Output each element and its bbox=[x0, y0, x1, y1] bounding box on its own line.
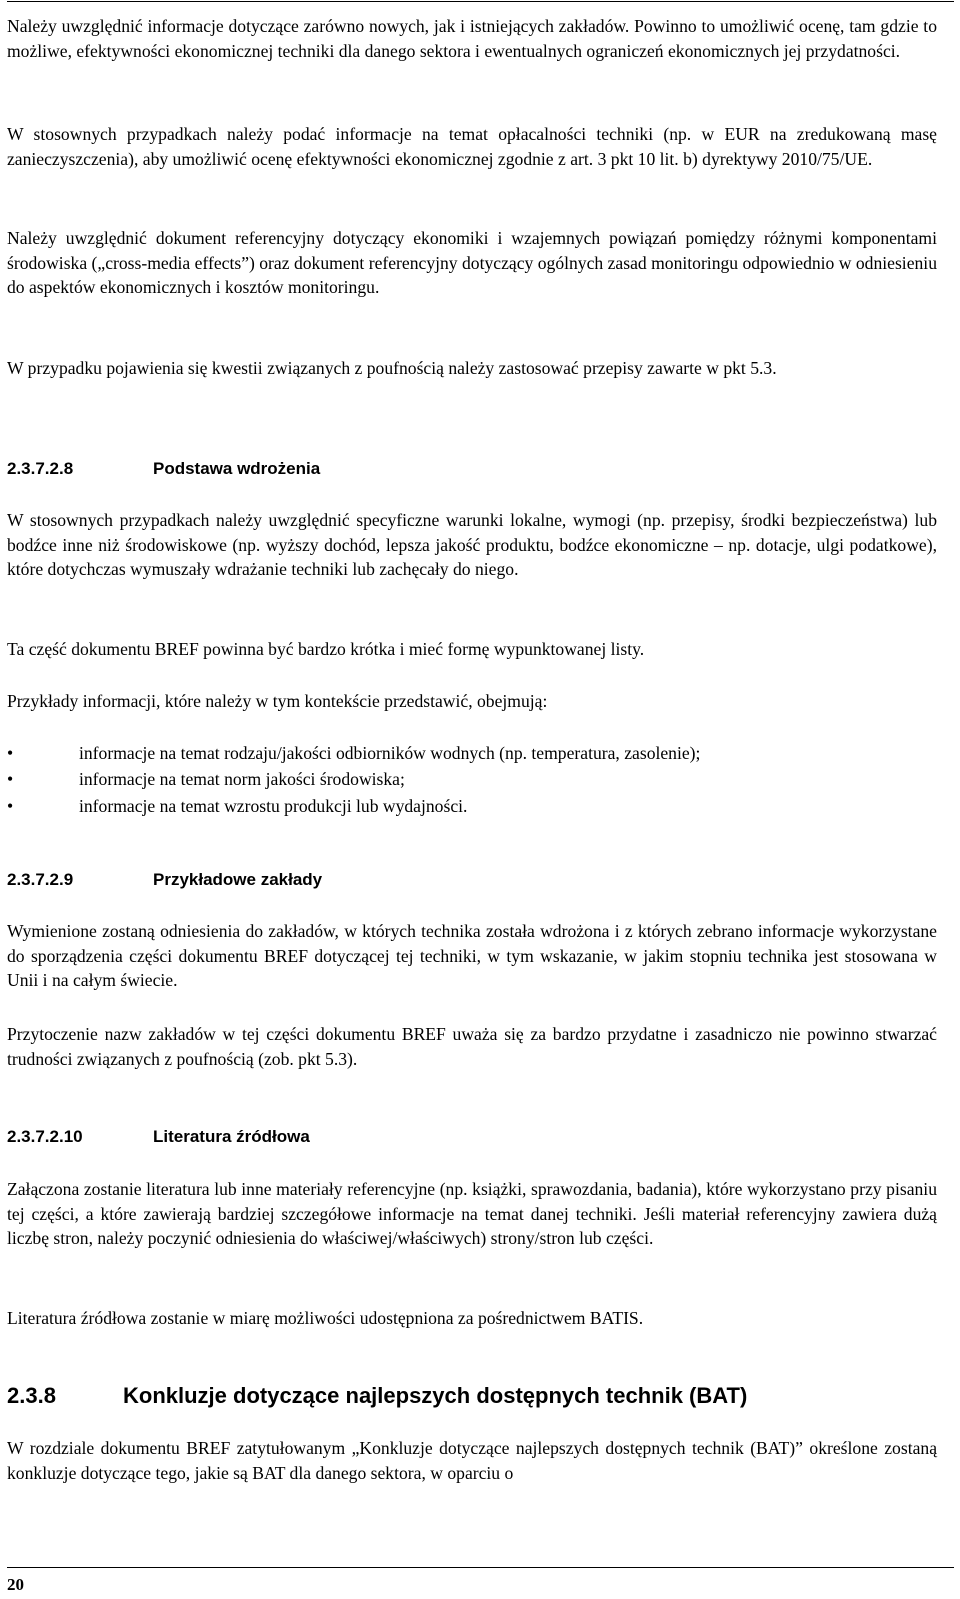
paragraph-economics-info: Należy uwzględnić informacje dotyczące zarówno nowych, jak i istniejących zakładów. Powinno to umożliwić ocenę, tam gdzie to możliwe, efektywności ekonomicznej techniki dla danego sektora i ewentualnych ograniczeń ekonomicznych jej przydatności. bbox=[7, 16, 937, 61]
bullet-glyph: • bbox=[7, 769, 14, 790]
paragraph-batis: Literatura źródłowa zostanie w miarę możliwości udostępniona za pośrednictwem BATIS. bbox=[7, 1308, 644, 1328]
list-item: • informacje na temat rodzaju/jakości odbiorników wodnych (np. temperatura, zasolenie); bbox=[7, 741, 937, 767]
paragraph-literature: Załączona zostanie literatura lub inne materiały referencyjne (np. książki, sprawozdania, badania), które wykorzystano przy pisaniu tej części, a które zawierają bardziej szczegółowe informacje na temat danej techniki. Jeśli materiał referencyjny zawiera dużą liczbę stron, należy poczynić odniesienia do właściwej/właściwych) strony/stron lub części. bbox=[7, 1179, 937, 1249]
paragraph-local-conditions: W stosownych przypadkach należy uwzględnić specyficzne warunki lokalne, wymogi (np. przepisy, środki bezpieczeństwa) lub bodźce inne niż środowiskowe (np. wyższy dochód, lepsza jakość produktu, bodźce ekonomiczne – np. dotacje, ulgi podatkowe), które dotychczas wymuszały wdrażanie techniki lub zachęcały do niego. bbox=[7, 510, 937, 580]
heading-number: 2.3.7.2.9 bbox=[7, 870, 74, 889]
top-rule bbox=[7, 1, 954, 2]
bullet-glyph: • bbox=[7, 795, 14, 816]
paragraph-confidentiality: W przypadku pojawienia się kwestii związanych z poufnością należy zastosować przepisy zawarte w pkt 5.3. bbox=[7, 358, 777, 378]
heading-number: 2.3.7.2.8 bbox=[7, 459, 74, 478]
heading-2-3-7-2-9 bbox=[7, 869, 322, 891]
heading-2-3-7-2-10 bbox=[7, 1126, 310, 1148]
paragraph-examples-intro: Przykłady informacji, które należy w tym kontekście przedstawić, obejmują: bbox=[7, 691, 548, 711]
page-number: 20 bbox=[7, 1575, 24, 1594]
bullet-list bbox=[7, 741, 937, 820]
heading-title: Przykładowe zakłady bbox=[153, 870, 323, 889]
list-item: • informacje na temat norm jakości środowiska; bbox=[7, 767, 937, 793]
paragraph-short-list: Ta część dokumentu BREF powinna być bardzo krótka i mieć formę wypunktowanej listy. bbox=[7, 639, 645, 659]
paragraph-reference-plants: Wymienione zostaną odniesienia do zakładów, w których technika została wdrożona i z których zebrano informacje wykorzystane do sporządzenia części dokumentu BREF dotyczącej tej techniki, w tym wskazanie, w jakim stopniu technika jest stosowana w Unii i na całym świecie. bbox=[7, 921, 937, 991]
bullet-glyph: • bbox=[7, 743, 14, 763]
paragraph-bat-conclusions: W rozdziale dokumentu BREF zatytułowanym „Konkluzje dotyczące najlepszych dostępnych technik (BAT)” określone zostaną konkluzje dotyczące tego, jakie są BAT dla danego sektora, w oparciu o bbox=[7, 1438, 937, 1483]
heading-2-3-8 bbox=[7, 1382, 747, 1410]
heading-title: Konkluzje dotyczące najlepszych dostępnych technik (BAT) bbox=[123, 1383, 748, 1408]
heading-number: 2.3.8 bbox=[7, 1383, 56, 1408]
paragraph-reference-documents: Należy uwzględnić dokument referencyjny dotyczący ekonomiki i wzajemnych powiązań pomiędzy różnymi komponentami środowiska („cross-media effects”) oraz dokument referencyjny dotyczący ogólnych zasad monitoringu odpowiednio w odniesieniu do aspektów ekonomicznych i kosztów monitoringu. bbox=[7, 228, 937, 298]
paragraph-cost-effectiveness: W stosownych przypadkach należy podać informacje na temat opłacalności techniki (np. w EUR na zredukowaną masę zanieczyszczenia), aby umożliwić ocenę efektywności ekonomicznej zgodnie z art. 3 pkt 10 lit. b) dyrektywy 2010/75/UE. bbox=[7, 124, 937, 169]
list-item: • informacje na temat wzrostu produkcji lub wydajności. bbox=[7, 794, 937, 820]
heading-title: Literatura źródłowa bbox=[153, 1127, 310, 1146]
heading-number: 2.3.7.2.10 bbox=[7, 1127, 83, 1146]
heading-2-3-7-2-8 bbox=[7, 458, 320, 480]
heading-title: Podstawa wdrożenia bbox=[153, 459, 321, 478]
footer-rule bbox=[7, 1567, 954, 1568]
paragraph-plant-names: Przytoczenie nazw zakładów w tej części dokumentu BREF uważa się za bardzo przydatne i zasadniczo nie powinno stwarzać trudności związanych z poufnością (zob. pkt 5.3). bbox=[7, 1024, 937, 1069]
